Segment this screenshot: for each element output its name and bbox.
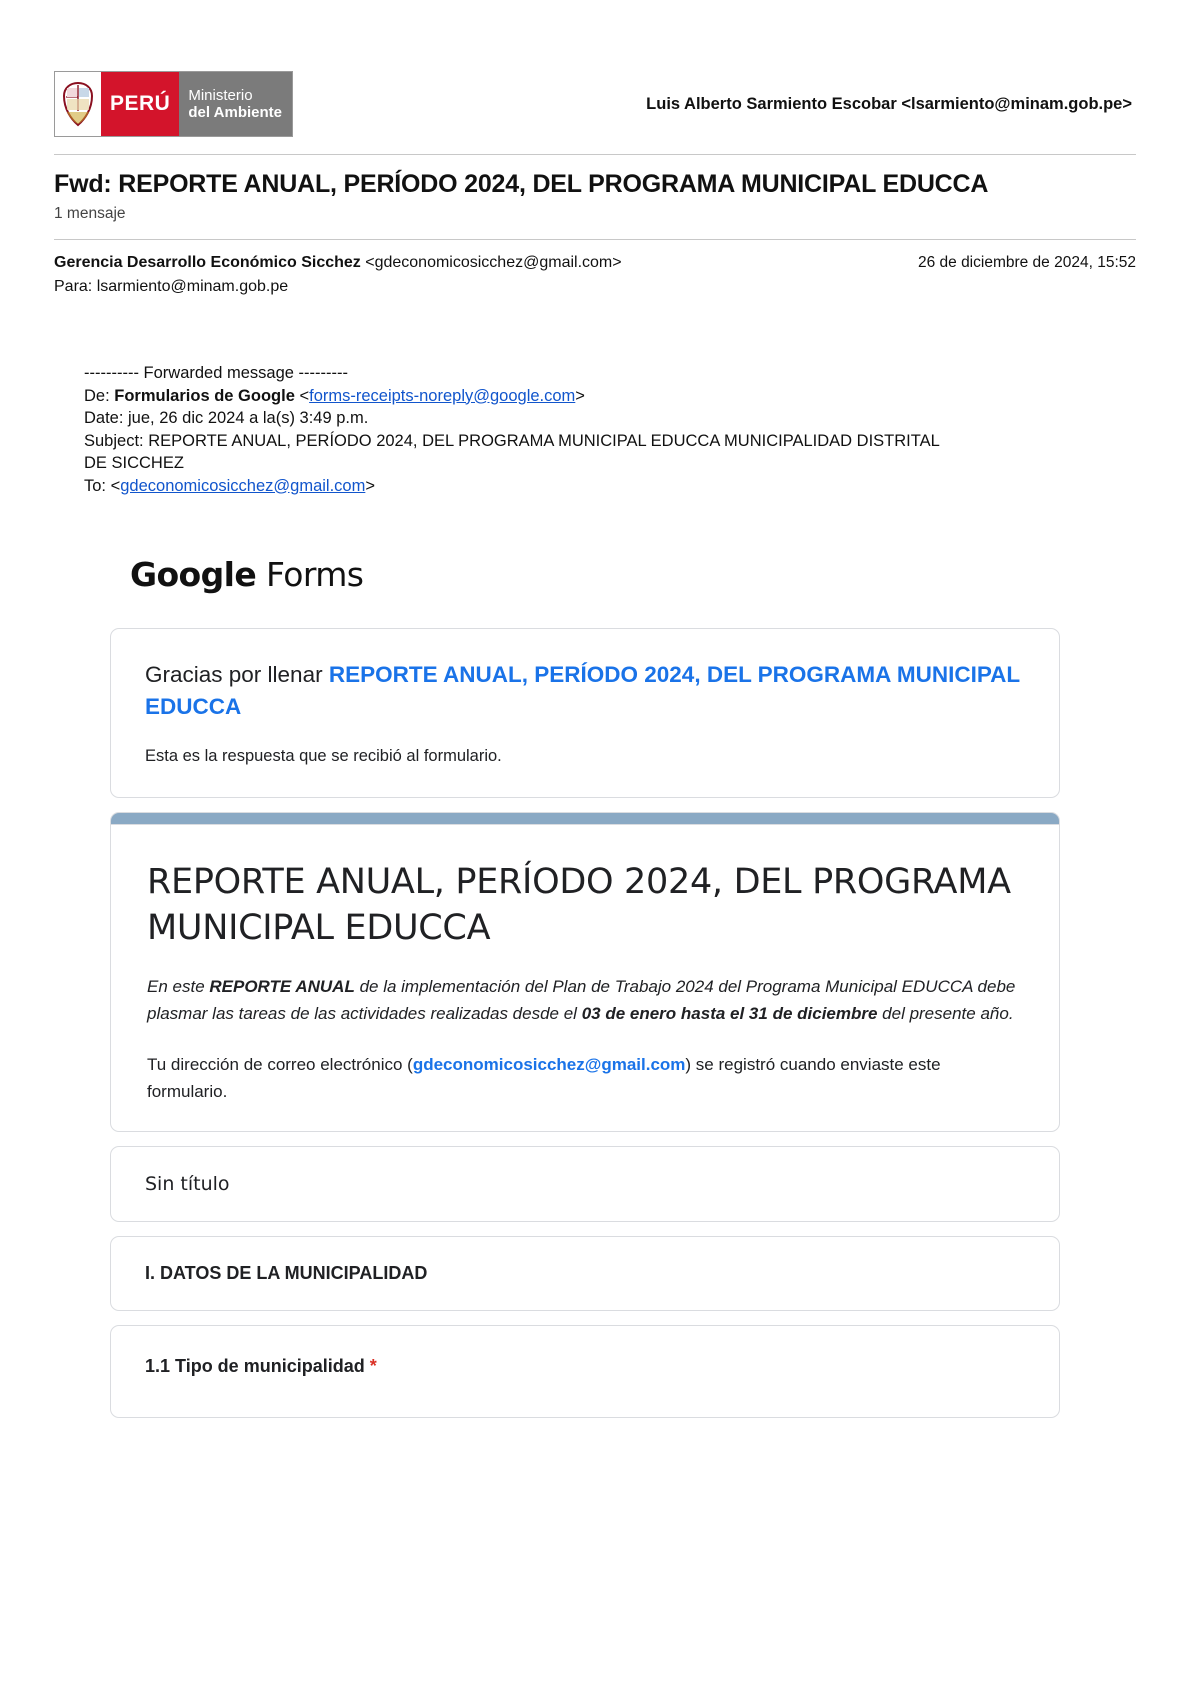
forward-subject-line-2: DE SICCHEZ bbox=[84, 454, 184, 472]
forward-date-line: Date: jue, 26 dic 2024 a la(s) 3:49 p.m. bbox=[84, 409, 369, 427]
account-address: Luis Alberto Sarmiento Escobar <lsarmiento@minam.gob.pe> bbox=[646, 94, 1132, 113]
minam-logo bbox=[54, 71, 293, 137]
peru-wordmark: PERÚ bbox=[101, 72, 179, 136]
untitled-section-label: Sin título bbox=[145, 1173, 230, 1195]
sender-email: <gdeconomicosicchez@gmail.com> bbox=[365, 254, 622, 271]
ministry-line-1: Ministerio bbox=[188, 87, 253, 104]
sender-name: Gerencia Desarrollo Económico Sicchez bbox=[54, 254, 361, 271]
forward-to-label: To: < bbox=[84, 476, 121, 495]
form-desc-bold-1: REPORTE ANUAL bbox=[209, 977, 355, 996]
form-title: REPORTE ANUAL, PERÍODO 2024, DEL PROGRAMA MUNICIPAL EDUCCA bbox=[147, 862, 1011, 948]
thanks-subtitle: Esta es la respuesta que se recibió al formulario. bbox=[145, 747, 502, 765]
forward-to-close: > bbox=[365, 476, 375, 495]
forward-divider-text: ---------- Forwarded message --------- bbox=[84, 364, 348, 382]
question-1-1-card bbox=[110, 1325, 1060, 1418]
form-header-card bbox=[110, 812, 1060, 1132]
required-asterisk: * bbox=[369, 1356, 377, 1376]
recipient-line: Para: lsarmiento@minam.gob.pe bbox=[54, 278, 289, 295]
forward-from-close: > bbox=[575, 386, 585, 405]
section-1-card bbox=[110, 1236, 1060, 1311]
forward-from-name: Formularios de Google bbox=[114, 386, 295, 405]
thanks-form-name: REPORTE ANUAL, PERÍODO 2024, DEL PROGRAMA MUNICIPAL EDUCCA bbox=[145, 662, 1020, 719]
form-email-note bbox=[147, 1051, 1023, 1105]
meta-row-from bbox=[54, 252, 1136, 274]
page-title: Fwd: REPORTE ANUAL, PERÍODO 2024, DEL PROGRAMA MUNICIPAL EDUCCA bbox=[54, 170, 989, 198]
forward-from-email-link[interactable]: forms-receipts-noreply@google.com bbox=[309, 386, 576, 405]
forward-to-line bbox=[84, 475, 1142, 498]
message-meta bbox=[48, 240, 1142, 298]
forwarded-block bbox=[84, 362, 1142, 497]
forward-subject-line-1: Subject: REPORTE ANUAL, PERÍODO 2024, DEL PROGRAMA MUNICIPAL EDUCCA MUNICIPALIDAD DISTRITAL bbox=[84, 431, 940, 450]
forward-from-open: < bbox=[294, 386, 310, 405]
forward-from-label: De: bbox=[84, 386, 115, 405]
sender-block bbox=[54, 252, 622, 274]
forward-to-email-link[interactable]: gdeconomicosicchez@gmail.com bbox=[120, 476, 366, 495]
forward-from-line bbox=[84, 385, 1142, 408]
google-wordmark: Google bbox=[130, 555, 257, 594]
form-description bbox=[147, 973, 1023, 1027]
peru-coat-of-arms-icon bbox=[55, 72, 101, 136]
form-email-part-1: Tu dirección de correo electrónico ( bbox=[147, 1055, 413, 1074]
message-date: 26 de diciembre de 2024, 15:52 bbox=[917, 254, 1136, 271]
form-email-address: gdeconomicosicchez@gmail.com bbox=[412, 1055, 686, 1074]
thanks-prefix: Gracias por llenar bbox=[145, 662, 329, 687]
form-header-body bbox=[110, 824, 1060, 1132]
thanks-heading bbox=[145, 659, 1025, 723]
forms-card-stack bbox=[110, 628, 1060, 1418]
section-1-title: I. DATOS DE LA MUNICIPALIDAD bbox=[145, 1263, 428, 1283]
form-desc-bold-2: 03 de enero hasta el 31 de diciembre bbox=[581, 1004, 878, 1023]
forms-wordmark: Forms bbox=[256, 555, 364, 594]
mail-header bbox=[48, 60, 1142, 148]
form-desc-part-1: En este bbox=[147, 977, 210, 996]
form-email-part-2: ) se registró cuando enviaste este formulario. bbox=[147, 1055, 941, 1101]
form-accent-band bbox=[110, 812, 1060, 824]
ministry-wordmark bbox=[179, 72, 292, 136]
ministry-line-2: del Ambiente bbox=[188, 104, 282, 121]
message-count: 1 mensaje bbox=[54, 205, 126, 222]
subject-block bbox=[48, 155, 1142, 233]
form-desc-part-3: del presente año. bbox=[877, 1004, 1014, 1023]
question-1-1-label: 1.1 Tipo de municipalidad bbox=[145, 1356, 370, 1376]
form-desc-part-2: de la implementación del Plan de Trabajo 2024 del Programa Municipal EDUCCA debe plasmar las tareas de las actividades realizadas desde el bbox=[147, 977, 1016, 1023]
google-forms-logo bbox=[130, 555, 1142, 594]
thanks-card bbox=[110, 628, 1060, 798]
untitled-section-card bbox=[110, 1146, 1060, 1222]
